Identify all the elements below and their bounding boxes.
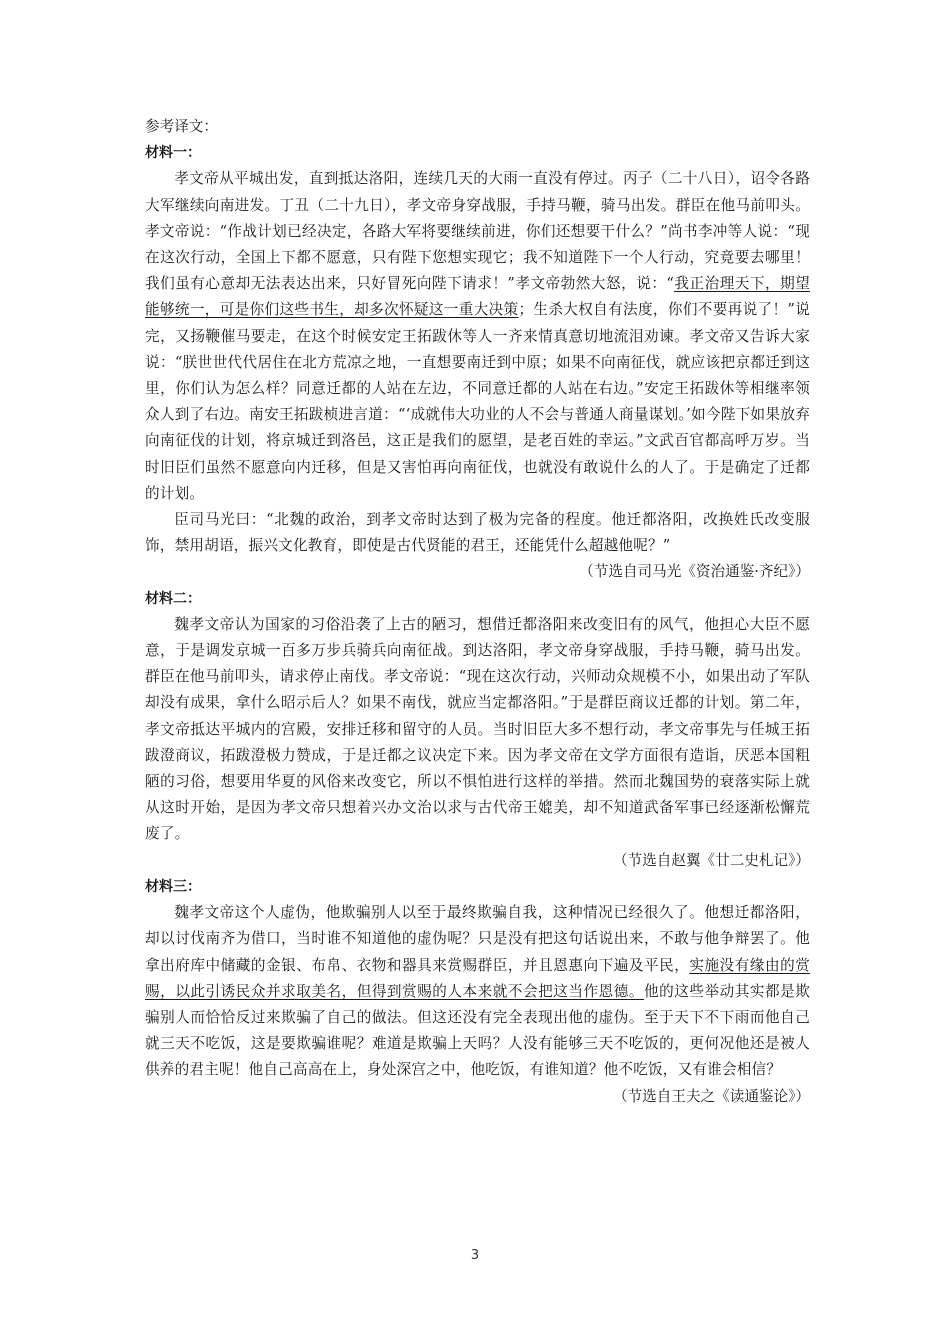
material-one-heading: 材料一： <box>145 145 201 162</box>
text-run: 孝文帝从平城出发，直到抵达洛阳，连续几天的大雨一直没有停过。丙子（二十八日），诏令各路大军继续向南进发。丁丑（二十九日），孝文帝身穿战服，手持马鞭，骑马出发。群臣在他马前叩头。孝文帝说：“作战计划已经决定，各路大军将要继续前进，你们还想要干什么？”尚书李冲等人说：“现在这次行动，全国上下都不愿意，只有陛下您想实现它；我不知道陛下一个人行动，究竟要去哪里！我们虽有心意却无法表达出来，只好冒死向陛下请求！”孝文帝勃然大怒，说：“ <box>145 170 810 293</box>
material-two-paragraph-1 <box>145 612 810 848</box>
material-two-source: （节选自赵翼《廿二史札记》） <box>612 851 810 869</box>
text-run: ；生杀大权自有法度，你们不要再说了！”说完，又扬鞭催马要走，在这个时候安定王拓跋休等人一齐来情真意切地流泪劝谏。孝文帝又告诉大家说：“朕世世代代居住在北方荒凉之地，一直想要南迁到中原；如果不向南征伐，就应该把京都迁到这里，你们认为怎么样？同意迁都的人站在左边，不同意迁都的人站在右边。”安定王拓跋休等相继率领众人到了右边。南安王拓跋桢进言道：“‘成就伟大功业的人不会与普通人商量谋划。’如今陛下如果放弃向南征伐的计划，将京城迁到洛邑，这正是我们的愿望，是老百姓的幸运。”文武百官都高呼万岁。当时旧臣们虽然不愿意向内迁移，但是又害怕再向南征伐，也就没有敢说什么的人了。于是确定了迁都的计划。 <box>145 301 810 502</box>
material-one-source: （节选自司马光《资治通鉴·齐纪》） <box>579 563 810 581</box>
underlined-sentence: 实施没有缘由的赏赐，以此引诱民众并求取美名，但得到赏赐的人本来就不会把这当作恩德。 <box>145 956 810 1000</box>
text-run: 他的这些举动其实都是欺骗别人而恰恰反过来欺骗了自己的做法。但这还没有完全表现出他的虚伪。至于天下不下雨而他自己就三天不吃饭，这是要欺骗谁呢？难道是欺骗上天吗？人没有能够三天不吃饭的，更何况他还是被人供养的君主呢！他自己高高在上，身处深宫之中，他吃饭，有谁知道？他不吃饭，又有谁会相信？ <box>145 982 811 1079</box>
page-number: 3 <box>470 1248 480 1263</box>
text-run: 魏孝文帝认为国家的习俗沿袭了上古的陋习，想借迁都洛阳来改变旧有的风气，他担心大臣不愿意，于是调发京城一百多万步兵骑兵向南征战。到达洛阳，孝文帝身穿战服，手持马鞭，骑马出发。群臣在他马前叩头，请求停止南伐。孝文帝说：“现在这次行动，兴师动众规模不小，如果出动了军队却没有成果，拿什么昭示后人？如果不南伐，就应当定都洛阳。”于是群臣商议迁都的计划。第二年，孝文帝抵达平城内的宫殿，安排迁移和留守的人员。当时旧臣大多不想行动，孝文帝事先与任城王拓跋澄商议，拓跋澄极力赞成，于是迁都之议决定下来。因为孝文帝在文学方面很有造诣，厌恶本国粗陋的习俗，想要用华夏的风俗来改变它，所以不惧怕进行这样的举措。然而北魏国势的衰落实际上就从这时开始，是因为孝文帝只想着兴办文治以求与古代帝王媲美，却不知道武备军事已经逐渐松懈荒废了。 <box>145 615 810 843</box>
material-three <box>145 874 810 1110</box>
text-run: 臣司马光曰：“北魏的政治，到孝文帝时达到了极为完备的程度。他迁都洛阳，改换姓氏改变服饰，禁用胡语，振兴文化教育，即使是古代贤能的君王，还能凭什么超越他呢？” <box>145 511 810 555</box>
material-three-paragraph-1 <box>145 900 810 1083</box>
underlined-sentence: 我正治理天下，期望能够统一，可是你们这些书生，却多次怀疑这一重大决策 <box>145 275 810 319</box>
material-three-source: （节选自王夫之《读通鉴论》） <box>612 1087 810 1105</box>
material-one-paragraph-2 <box>145 507 810 559</box>
material-two-heading: 材料二： <box>145 590 201 607</box>
translation-content <box>145 114 810 1110</box>
material-two <box>145 586 810 874</box>
text-run: 魏孝文帝这个人虚伪，他欺骗别人以至于最终欺骗自我，这种情况已经很久了。他想迁都洛阳，却以讨伐南齐为借口，当时谁不知道他的虚伪呢？只是没有把这句话说出来，不敢与他争辩罢了。他拿出府库中储藏的金银、布帛、衣物和器具来赏赐群臣，并且恩惠向下遍及平民， <box>145 904 810 974</box>
material-one <box>145 140 810 585</box>
material-three-heading: 材料三： <box>145 878 201 895</box>
document-title: 参考译文： <box>145 118 218 135</box>
material-one-paragraph-1 <box>145 166 810 507</box>
